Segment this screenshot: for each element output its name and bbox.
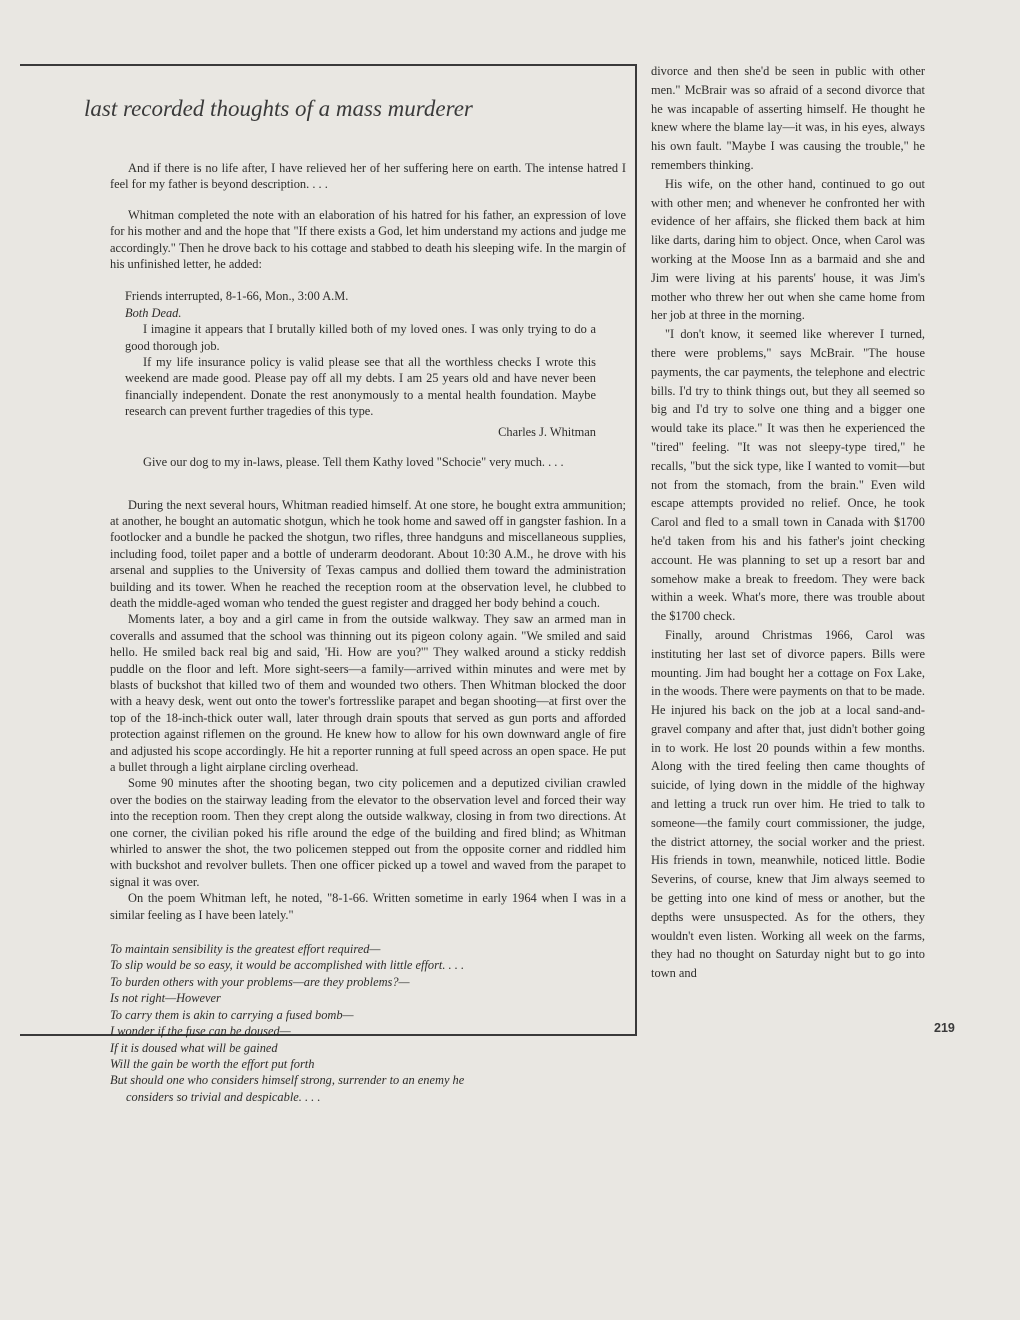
letter-line: Friends interrupted, 8-1-66, Mon., 3:00 A.M. [125,289,349,304]
column-paragraph: Finally, around Christmas 1966, Carol was instituting her last set of divorce papers. Bills were mounting. Jim had bought her a cottage on Fox Lake, in the woods. There were payments on that to be made. He injured his back on the job at a local sand-and-gravel company and after that, just didn't bother going in to work. He lost 20 pounds within a few months. Along with the tired feeling then came thoughts of suicide, of lying down in the middle of the highway and letting a truck run over him. He tried to talk to someone—the family court commissioner, the judge, the district attorney, the social worker and the priest. His friends in town, meanwhile, noticed little. Bodie Severins, of course, knew that Jim always seemed to be getting into one kind of mess or another, but the depths were unsuspected. As for the others, they wouldn't even listen. Working all week on the farms, they had no thought on Saturday night but to go into town and [651,627,925,981]
poem-line: But should one who considers himself strong, surrender to an enemy he [110,1073,465,1088]
letter-excerpt [125,288,596,470]
article-title: last recorded thoughts of a mass murderer [84,96,473,121]
poem [110,941,626,1105]
column-paragraph: divorce and then she'd be seen in public with other men." McBrair was so afraid of a second divorce that he was incapable of asserting himself. He thought he knew where the blame lay—it was, in his eyes, always his own fault. "Maybe I was causing the trouble," he remembers thinking. [651,64,925,172]
poem-line: To burden others with your problems—are they problems?— [110,974,410,989]
article-body [110,160,626,1105]
body-paragraph: Moments later, a boy and a girl came in from the outside walkway. They saw an armed man in coveralls and assumed that the school was thinning out its pigeon colony again. "We smiled and said hello. He smiled back real big and said, 'Hi. How are you?'" They walked around a sticky reddish puddle on the floor and left. More sight-seers—a family—arrived within minutes and were met by blasts of buckshot that killed two of them and wounded two others. Then Whitman blocked the door with a heavy desk, went out onto the tower's fortresslike parapet and began shooting—at first over the top of the 18-inch-thick outer wall, later through drain spouts that served as gun ports and afforded protection against riflemen on the ground. He knew how to allow for his own downward angle of fire and adjusted his scope accordingly. He hit a reporter running at full speed across an open space. He put a bullet through a light airplane circling overhead. [110,612,626,774]
poem-line: I wonder if the fuse can be doused— [110,1024,291,1039]
poem-line: Will the gain be worth the effort put forth [110,1056,315,1071]
letter-paragraph: If my life insurance policy is valid please see that all the worthless checks I wrote this weekend are made good. Please pay off all my debts. I am 25 years old and have never been financially independent. Donate the rest anonymously to a mental health foundation. Maybe research can prevent further tragedies of this type. [125,355,596,419]
poem-line: To carry them is akin to carrying a fused bomb— [110,1007,354,1022]
opening-quote: And if there is no life after, I have relieved her of her suffering here on earth. The intense hatred I feel for my father is beyond description. . . . [110,161,626,192]
body-paragraph: During the next several hours, Whitman readied himself. At one store, he bought extra ammunition; at another, he bought an automatic shotgun, which he took home and sawed off in gangster fashion. In a footlocker and a bundle he packed the shotgun, two rifles, three handguns and miscellaneous supplies, including food, toilet paper and a bottle of underarm deodorant. About 10:30 A.M., he drove with his arsenal and supplies to the University of Texas campus and dollied them toward the administration building and its tower. When he reached the reception room at the observation level, he clubbed to death the middle-aged woman who tended the guest register and dragged her body behind a couch. [110,497,626,610]
poem-line: Is not right—However [110,991,221,1006]
poem-line: To maintain sensibility is the greatest effort required— [110,942,381,957]
column-paragraph: "I don't know, it seemed like wherever I turned, there were problems," says McBrair. "The house payments, the car payments, the telephone and electric bills. I'd try to think things out, but they all seemed so big and I'd try to solve one thing and a bigger one would take its place." It was then he experienced the "tired" feeling. "It was not sleepy-type tired," he recalls, "but the sick type, like I wanted to vomit—but not from the stomach, from the brain." Even wild escape attempts provided no relief. Once, he took Carol and fled to a small town in Canada with $1700 he'd taken from his and his father's joint checking account. He was planning to set up a resort bar and somehow make a break to freedom. They were back within a week. What's more, there was trouble about the $1700 check. [651,327,925,624]
body-paragraph: On the poem Whitman left, he noted, "8-1-66. Written sometime in early 1964 when I was in a similar feeling as I have been lately." [110,891,626,922]
letter-paragraph: Give our dog to my in-laws, please. Tell them Kathy loved "Schocie" very much. . . . [143,455,564,470]
letter-paragraph: I imagine it appears that I brutally killed both of my loved ones. I was only trying to do a good thorough job. [125,322,596,353]
poem-line: considers so trivial and despicable. . . . [126,1089,321,1104]
letter-signature: Charles J. Whitman [498,424,596,439]
body-paragraph: Whitman completed the note with an elaboration of his hatred for his father, an expression of love for his mother and and the hope that "If there exists a God, let him understand my actions and judge me accordingly." Then he drove back to his cottage and stabbed to death his sleeping wife. In the margin of his unfinished letter, he added: [110,207,626,272]
right-column [651,62,925,983]
body-paragraph: Some 90 minutes after the shooting began, two city policemen and a deputized civilian crawled over the bodies on the stairway leading from the elevator to the observation level and forced their way into the reception room. Then they crept along the outside walkway, closing in from two directions. At one corner, the civilian poked his rifle around the edge of the building and fired blind; as Whitman whirled to answer the shot, the two policemen stepped out from the opposite corner and riddled him with buckshot and revolver bullets. Then one officer picked up a towel and waved from the parapet to signal it was over. [110,776,626,889]
column-paragraph: His wife, on the other hand, continued to go out with other men; and whenever he confronted her with evidence of her affairs, she flicked them back at him like darts, daring him to object. Once, when Carol was working at the Moose Inn as a barmaid and she and Jim were living at his parents' house, it was Jim's mother who threw her out when she came home from her job at three in the morning. [651,176,925,323]
letter-line: Both Dead. [125,305,182,320]
poem-line: If it is doused what will be gained [110,1040,278,1055]
page-number: 219 [934,1021,955,1035]
poem-line: To slip would be so easy, it would be accomplished with little effort. . . . [110,958,465,973]
